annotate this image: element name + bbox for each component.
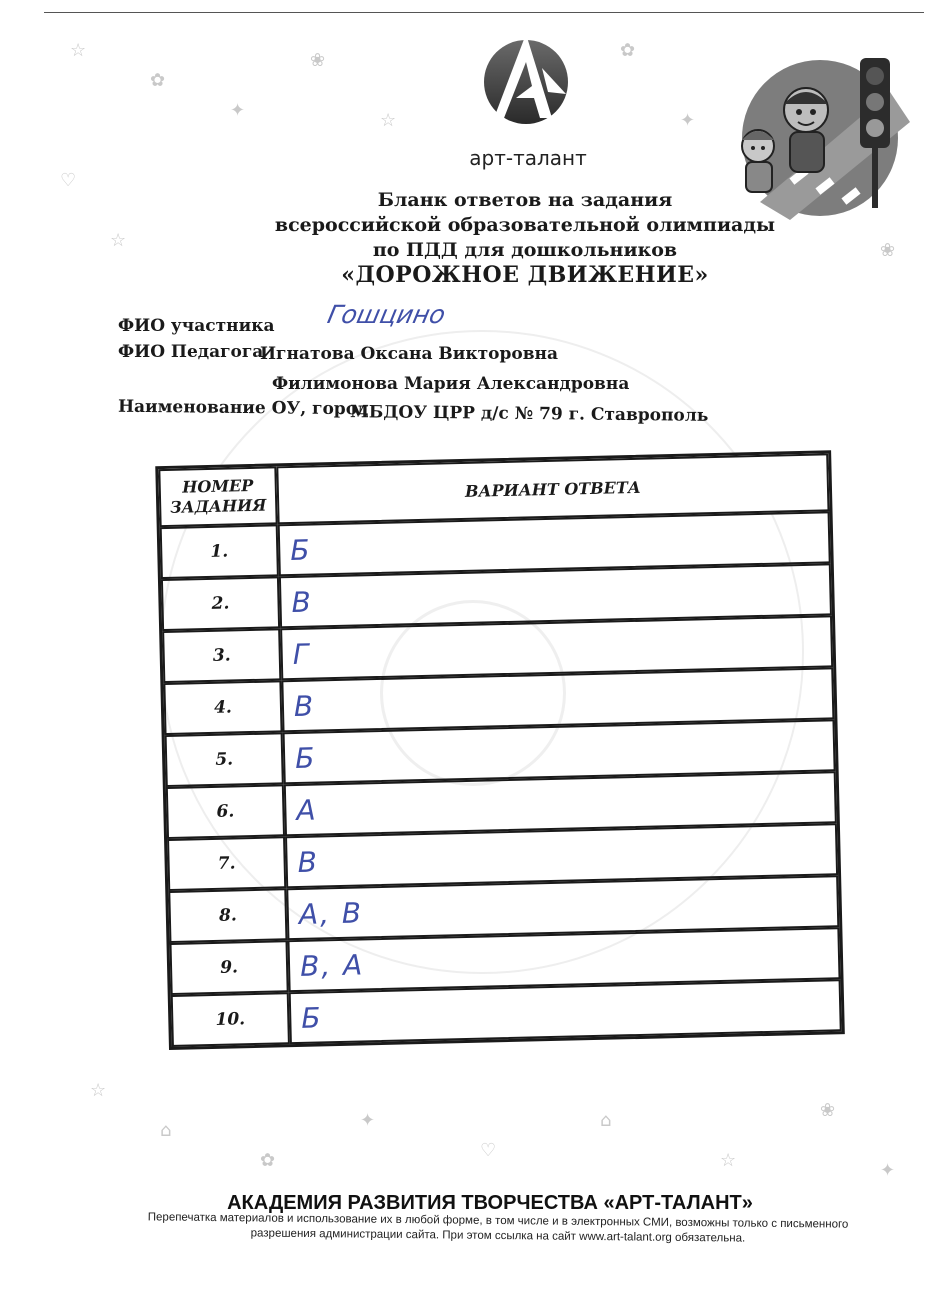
title-line-3: по ПДД для дошкольников xyxy=(372,239,678,261)
doodle-house-icon: ⌂ xyxy=(600,1110,612,1131)
doodle-star-icon: ☆ xyxy=(110,230,127,251)
answer-cell: В xyxy=(279,563,832,628)
doodle-star-icon: ✦ xyxy=(230,100,246,121)
doodle-star-icon: ✦ xyxy=(680,110,696,131)
doodle-star-icon: ☆ xyxy=(720,1150,737,1171)
teacher-name-2: Филимонова Мария Александровна xyxy=(272,374,630,394)
answers-table-wrapper xyxy=(155,450,858,1046)
doodle-star-icon: ☆ xyxy=(380,110,397,131)
answer-cell: В xyxy=(281,667,834,732)
doodle-flower-icon: ✿ xyxy=(150,70,166,91)
participant-label: ФИО участника xyxy=(118,316,275,336)
answers-table xyxy=(155,450,845,1050)
doodle-flower-icon: ✿ xyxy=(620,40,636,61)
doodle-house-icon: ⌂ xyxy=(160,1120,172,1141)
answer-cell: А xyxy=(284,771,837,836)
doodle-flower-icon: ❀ xyxy=(820,1100,836,1121)
task-number: 7. xyxy=(167,836,286,891)
doodle-star-icon: ✦ xyxy=(880,1160,896,1181)
doodle-star-icon: ✦ xyxy=(360,1110,376,1131)
doodle-flower-icon: ❀ xyxy=(310,50,326,71)
org-value: МБДОУ ЦРР д/с № 79 г. Ставрополь xyxy=(349,402,709,426)
top-border-line xyxy=(44,12,924,13)
form-title xyxy=(220,188,830,288)
art-talant-logo-icon xyxy=(482,32,570,128)
header-num-line-2: ЗАДАНИЯ xyxy=(169,495,267,517)
teacher-label: ФИО Педагога xyxy=(118,342,264,362)
answer-cell: Б xyxy=(283,719,836,784)
header-num-line-1: НОМЕР xyxy=(182,475,254,497)
footer-note-line-2: разрешения администрации сайта. При этом ссылка на сайт www.art-talant.org обязательна. xyxy=(250,1227,746,1245)
task-number: 5. xyxy=(165,732,284,787)
footer-copyright-note xyxy=(88,1210,908,1249)
doodle-flower-icon: ✿ xyxy=(260,1150,276,1171)
title-line-4: «ДОРОЖНОЕ ДВИЖЕНИЕ» xyxy=(341,262,709,288)
teacher-name-1: Игнатова Оксана Викторовна xyxy=(260,344,559,364)
answer-cell: Б xyxy=(289,979,842,1044)
footer-note-line-1: Перепечатка материалов и использование их в любой форме, в том числе и в электронных СМИ, возможны только с письменного xyxy=(147,1211,849,1231)
answer-cell: В xyxy=(285,823,838,888)
task-number: 10. xyxy=(171,992,290,1047)
task-number: 2. xyxy=(161,576,280,631)
doodle-heart-icon: ♡ xyxy=(480,1140,497,1161)
task-number: 1. xyxy=(160,524,279,579)
answer-cell: А, В xyxy=(286,875,839,940)
org-label: Наименование ОУ, город xyxy=(117,396,369,420)
title-line-1: Бланк ответов на задания xyxy=(377,189,673,211)
answer-cell: В, А xyxy=(287,927,840,992)
participant-name-handwritten: Гошцино xyxy=(324,300,449,329)
task-number: 6. xyxy=(166,784,285,839)
answer-cell: Б xyxy=(278,511,831,576)
answer-cell: Г xyxy=(280,615,833,680)
doodle-flower-icon: ❀ xyxy=(880,240,896,261)
header-answer-variant: ВАРИАНТ ОТВЕТА xyxy=(276,453,829,524)
task-number: 3. xyxy=(162,628,281,683)
task-number: 8. xyxy=(168,888,287,943)
footer-academy-title: АКАДЕМИЯ РАЗВИТИЯ ТВОРЧЕСТВА «АРТ-ТАЛАНТ» xyxy=(227,1192,753,1214)
logo-text: арт-талант xyxy=(469,146,587,170)
task-number: 9. xyxy=(170,940,289,995)
doodle-star-icon: ☆ xyxy=(90,1080,107,1101)
header-task-number xyxy=(158,466,277,527)
doodle-heart-icon: ♡ xyxy=(60,170,77,191)
title-line-2: всероссийской образовательной олимпиады xyxy=(274,214,776,236)
doodle-star-icon: ☆ xyxy=(70,40,87,61)
task-number: 4. xyxy=(163,680,282,735)
